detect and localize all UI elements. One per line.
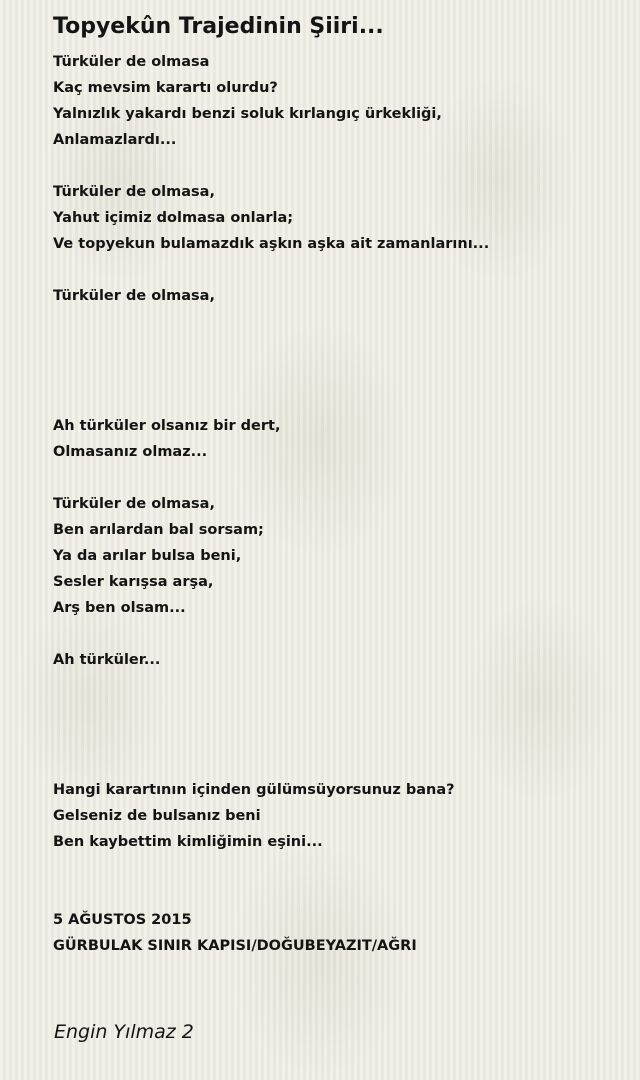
poem-line: Türküler de olmasa, (53, 184, 215, 200)
poem-line: Ya da arılar bulsa beni, (53, 548, 242, 564)
poem-line: Hangi karartının içinden gülümsüyorsunuz bana? (53, 782, 455, 798)
poem-line: Yalnızlık yakardı benzi soluk kırlangıç ürkekliği, (53, 106, 442, 122)
poem-line: Türküler de olmasa, (53, 288, 215, 304)
poem-blank-line (53, 725, 623, 751)
poem-line: Türküler de olmasa (53, 54, 210, 70)
poem-blank-line (53, 855, 623, 881)
poem-blank-line (53, 335, 623, 361)
author-name: Engin Yılmaz 2 (54, 1021, 194, 1043)
poem-line: Ah türküler... (53, 652, 161, 668)
poem-line: Olmasanız olmaz... (53, 444, 208, 460)
poem-line: Arş ben olsam... (53, 600, 186, 616)
poem-line: Türküler de olmasa, (53, 496, 215, 512)
poem-blank-line (53, 309, 623, 335)
poem-line: GÜRBULAK SINIR KAPISI/DOĞUBEYAZIT/AĞRI (53, 938, 417, 954)
poem-blank-line (53, 257, 623, 283)
poem-line: Anlamazlardı... (53, 132, 177, 148)
poem-blank-line (53, 621, 623, 647)
poem-blank-line (53, 699, 623, 725)
poem-blank-line (53, 673, 623, 699)
poem-line: Kaç mevsim karartı olurdu? (53, 80, 278, 96)
poem-line: Gelseniz de bulsanız beni (53, 808, 261, 824)
poem-blank-line (53, 361, 623, 387)
poem-line: Yahut içimiz dolmasa onlarla; (53, 210, 294, 226)
poem-blank-line (53, 881, 623, 907)
poem-title: Topyekûn Trajedinin Şiiri... (53, 14, 384, 39)
poem-line: Ah türküler olsanız bir dert, (53, 418, 281, 434)
poem-page (53, 10, 623, 959)
poem-blank-line (53, 153, 623, 179)
poem-line: 5 AĞUSTOS 2015 (53, 912, 192, 928)
poem-blank-line (53, 387, 623, 413)
poem-line: Sesler karışsa arşa, (53, 574, 214, 590)
poem-body (53, 49, 623, 959)
poem-blank-line (53, 465, 623, 491)
poem-line: Ve topyekun bulamazdık aşkın aşka ait zamanlarını... (53, 236, 490, 252)
poem-line: Ben arılardan bal sorsam; (53, 522, 264, 538)
poem-blank-line (53, 751, 623, 777)
poem-line: Ben kaybettim kimliğimin eşini... (53, 834, 323, 850)
